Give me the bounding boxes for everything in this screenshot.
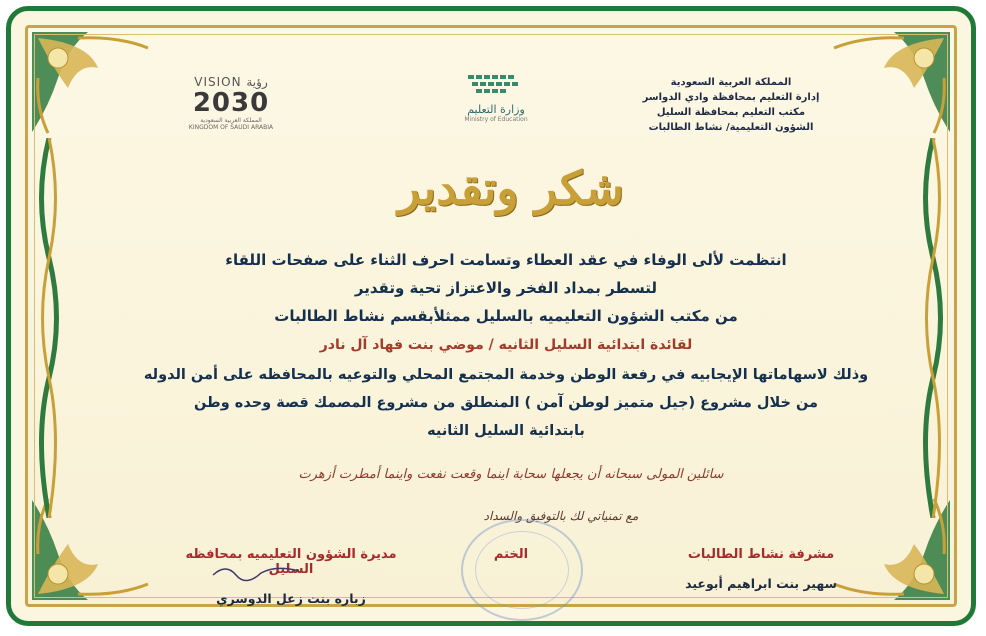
body-line: من خلال مشروع (جيل متميز لوطن آمن ) المنطلق من مشروع المصمك قصة وحده وطن: [194, 395, 818, 411]
vision-sub-en: KINGDOM OF SAUDI ARABIA: [188, 124, 274, 131]
signature-name: سهير بنت ابراهيم أبوعيد: [685, 576, 837, 591]
body-line: انتظمت لألى الوفاء في عقد العطاء وتسامت احرف الثناء على صفحات اللقاء: [225, 251, 787, 269]
header-line: المملكة العربية السعودية: [670, 77, 792, 88]
signature-name: زباره بنت زعل الدوسري: [216, 591, 366, 606]
signature-block-director: [171, 547, 411, 606]
vision-sub-ar: المملكة العربية السعودية: [200, 117, 262, 124]
vision-label: VISION رؤية: [194, 75, 268, 89]
ministry-logo: [421, 73, 571, 123]
ministry-emblem-icon: [466, 73, 526, 97]
vision-year: 2030: [192, 88, 270, 118]
handwritten-wish: سائلين المولى سبحانه أن يجعلها سحابة اينما وقعت نفعت واينما أمطرت أزهرت: [298, 467, 724, 482]
ministry-name-ar: وزارة التعليم: [467, 103, 525, 116]
body-line: لتسطر بمداد الفخر والاعتزاز تحية وتقدير: [354, 279, 658, 297]
header-line: الشؤون التعليمية/ نشاط الطالبات: [648, 122, 814, 133]
stamp-label: الختم: [493, 547, 529, 562]
ornament-corner-icon: [28, 28, 158, 138]
body-line: من مكتب الشؤون التعليميه بالسليل ممثلأبقسم نشاط الطالبات: [274, 307, 738, 325]
certificate-title: شكر وتقدير: [398, 161, 624, 215]
official-stamp: [461, 519, 583, 621]
signature-block-supervisor: [651, 547, 871, 591]
recipient-line: لقائدة ابتدائية السليل الثانيه / موضي بنت فهاد آل نادر: [319, 337, 693, 353]
signature-title: مشرفة نشاط الطالبات: [687, 547, 835, 562]
body-line: وذلك لاسهاماتها الإيجابيه في رفعة الوطن وخدمة المجتمع المحلي والتوعيه بالمحافظه على أمن الدوله: [143, 367, 869, 383]
issuer-header: [601, 75, 861, 135]
handwritten-wish: مع تمنياتي لك بالتوفيق والسداد: [483, 509, 639, 523]
ministry-name-en: Ministry of Education: [464, 116, 528, 123]
signature-title: مديرة الشؤون التعليميه بمحافظه السليل: [185, 547, 397, 577]
header-line: إدارة التعليم بمحافظة وادي الدواسر: [642, 92, 820, 103]
ornament-side-icon: [916, 138, 950, 518]
ornament-corner-icon: [28, 494, 158, 604]
vision-2030-logo: [171, 75, 291, 131]
body-line: بابتدائية السليل الثانيه: [427, 423, 585, 439]
ornament-side-icon: [32, 138, 66, 518]
certificate: [6, 6, 976, 626]
header-line: مكتب التعليم بمحافظة السليل: [656, 107, 806, 118]
signature-block-stamp: [441, 547, 581, 562]
signature-scribble-icon: [211, 561, 301, 583]
